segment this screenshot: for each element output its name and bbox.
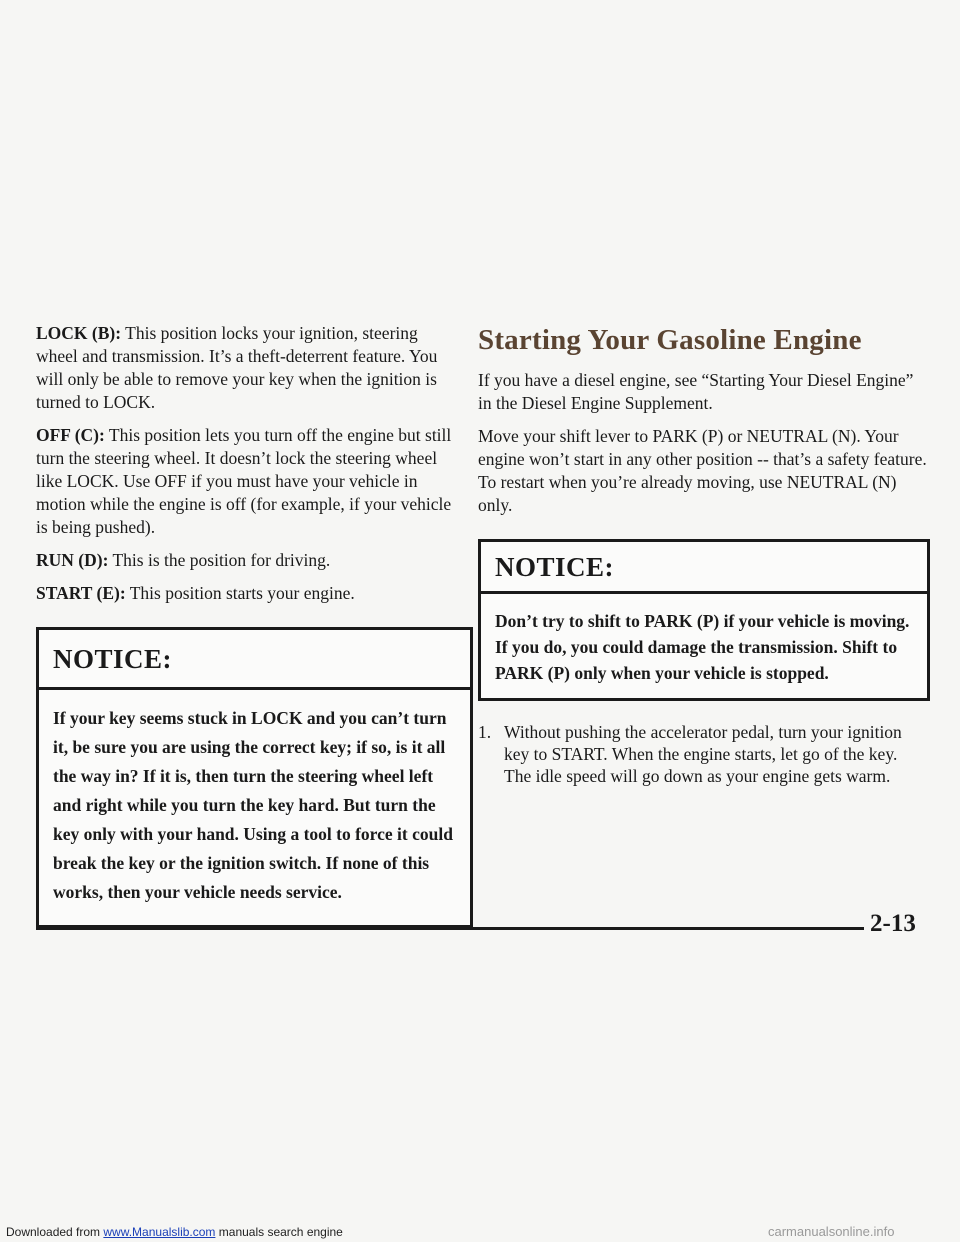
footer-prefix: Downloaded from (6, 1225, 104, 1239)
download-footer (6, 1225, 343, 1239)
manualslib-link[interactable]: www.Manualslib.com (103, 1225, 216, 1239)
start-paragraph (36, 582, 461, 605)
notice-body: If your key seems stuck in LOCK and you can’t turn it, be sure you are using the correct key; if so, is it all the way in? If it is, then turn the steering wheel left and right while you turn the key hard. But turn the key only with your hand. Using a tool to force it could break the key or the ignition switch. If none of this works, then your vehicle needs service. (53, 708, 453, 902)
diesel-paragraph: If you have a diesel engine, see “Starting Your Diesel Engine” in the Diesel Engine Supplement. (478, 370, 914, 413)
lock-paragraph (36, 322, 461, 414)
lock-text: This position locks your ignition, steering wheel and transmission. It’s a theft-deterrent feature. You will only be able to remove your key when the ignition is turned to LOCK. (36, 323, 438, 412)
notice-title: NOTICE: (39, 630, 470, 690)
notice-box-key-stuck (36, 627, 473, 928)
off-paragraph (36, 424, 461, 539)
step-number: 1. (478, 722, 492, 742)
left-column (36, 322, 461, 928)
right-column (478, 322, 928, 787)
run-paragraph (36, 549, 461, 572)
steps-list (478, 721, 928, 787)
run-text: This is the position for driving. (108, 550, 331, 570)
step-text: Without pushing the accelerator pedal, turn your ignition key to START. When the engine starts, let go of the key. The idle speed will go down as your engine gets warm. (504, 722, 902, 786)
watermark: carmanualsonline.info (768, 1224, 895, 1239)
lock-term: LOCK (B): (36, 323, 122, 343)
notice-box-park (478, 539, 930, 701)
off-term: OFF (C): (36, 425, 105, 445)
notice-title: NOTICE: (481, 542, 927, 594)
footer-suffix: manuals search engine (215, 1225, 343, 1239)
footer-rule (36, 927, 864, 930)
page-number: 2-13 (870, 910, 916, 937)
shift-lever-paragraph: Move your shift lever to PARK (P) or NEUTRAL (N). Your engine won’t start in any other position -- that’s a safety feature. To restart when you’re already moving, use NEUTRAL (N) only. (478, 426, 927, 515)
off-text: This position lets you turn off the engine but still turn the steering wheel. It doesn’t lock the steering wheel like LOCK. Use OFF if you must have your vehicle in motion while the engine is off (for example, if your vehicle is being pushed). (36, 425, 452, 537)
start-term: START (E): (36, 583, 126, 603)
step-item (478, 721, 928, 787)
notice-body: Don’t try to shift to PARK (P) if your vehicle is moving. If you do, you could damage the transmission. Shift to PARK (P) only when your vehicle is stopped. (495, 611, 910, 683)
run-term: RUN (D): (36, 550, 109, 570)
section-heading: Starting Your Gasoline Engine (478, 324, 862, 356)
start-text: This position starts your engine. (125, 583, 355, 603)
